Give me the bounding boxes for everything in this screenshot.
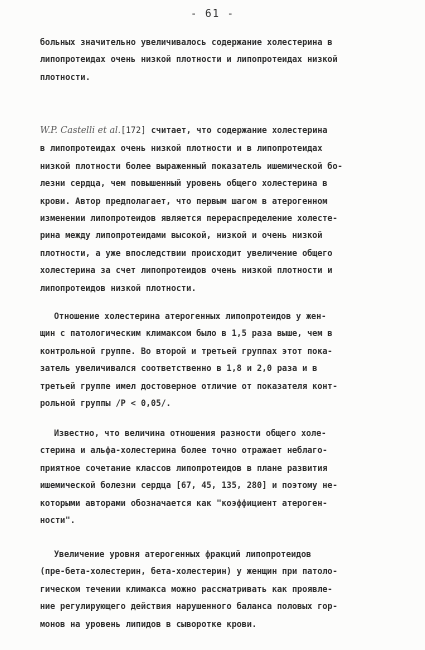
paragraph-line: стерина и альфа-холестерина более точно отражает неблаго-	[40, 445, 328, 456]
paragraph-line: холестерина за счет липопротеидов очень низкой плотности и	[40, 265, 333, 276]
handwritten-author: W.P. Castelli et al.	[40, 126, 121, 136]
paragraph-line: липопротеидов низкой плотности.	[40, 282, 197, 293]
paragraph-1	[40, 34, 392, 86]
citation-ref: [172]	[120, 125, 146, 135]
paragraph-line: ишемической болезни сердца [67, 45, 135, 280] и поэтому не-	[40, 480, 338, 491]
paragraph-line: липопротеидах очень низкой плотности и липопротеидах низкой	[40, 54, 338, 65]
paragraph-line: Отношение холестерина атерогенных липопротеидов у жен-	[54, 311, 327, 321]
paragraph-line: плотности, а уже впоследствии происходит увеличение общего	[40, 247, 333, 258]
paragraph-line: щин с патологическим климаксом было в 1,5 раза выше, чем в	[40, 328, 333, 339]
paragraph-line: ности".	[40, 515, 76, 526]
paragraph-3	[40, 308, 392, 412]
paragraph-line: Известно, что величина отношения разности общего холе-	[54, 428, 327, 438]
paragraph-line: рина между липопротеидами высокой, низкой и очень низкой	[40, 230, 323, 241]
paragraph-line: третьей группе имел достоверное отличие от показателя конт-	[40, 380, 338, 391]
paragraph-2	[40, 122, 392, 297]
paragraph-line: в липопротеидах очень низкой плотности и в липопротеидах	[40, 143, 323, 154]
paragraph-line: (пре-бета-холестерин, бета-холестерин) у женщин при патоло-	[40, 566, 338, 577]
paragraph-line: рольной группы /Р < 0,05/.	[40, 398, 172, 409]
paragraph-line: затель увеличивался соответственно в 1,8 и 2,0 раза и в	[40, 363, 318, 374]
paragraph-line: больных значительно увеличивалось содержание холестерина в	[40, 37, 333, 47]
paragraph-line: монов на уровень липидов в сыворотке крови.	[40, 618, 257, 629]
paragraph-line: изменении липопротеидов является перераспределение холесте-	[40, 213, 338, 224]
paragraph-line: которыми авторами обозначается как "коэффициент атероген-	[40, 497, 328, 508]
paragraph-line: лезни сердца, чем повышенный уровень общего холестерина в	[40, 178, 328, 189]
paragraph-line: приятное сочетание классов липопротеидов в плане развития	[40, 462, 328, 473]
paragraph-line: считает, что содержание холестерина	[145, 125, 328, 135]
paragraph-line: Увеличение уровня атерогенных фракций липопротеидов	[54, 549, 312, 559]
paragraph-line: гическом течении климакса можно рассматривать как проявле-	[40, 583, 333, 594]
paragraph-line: низкой плотности более выраженный показатель ишемической бо-	[40, 160, 343, 171]
paragraph-line: ние регулирующего действия нарушенного баланса половых гор-	[40, 601, 338, 612]
paragraph-5	[40, 546, 392, 633]
page-number: - 61 -	[190, 8, 235, 20]
paragraph-line: контрольной группе. Во второй и третьей группах этот пока-	[40, 345, 333, 356]
paragraph-line: крови. Автор предполагает, что первым шагом в атерогенном	[40, 195, 328, 206]
paragraph-line: плотности.	[40, 71, 91, 82]
paragraph-4	[40, 425, 392, 529]
